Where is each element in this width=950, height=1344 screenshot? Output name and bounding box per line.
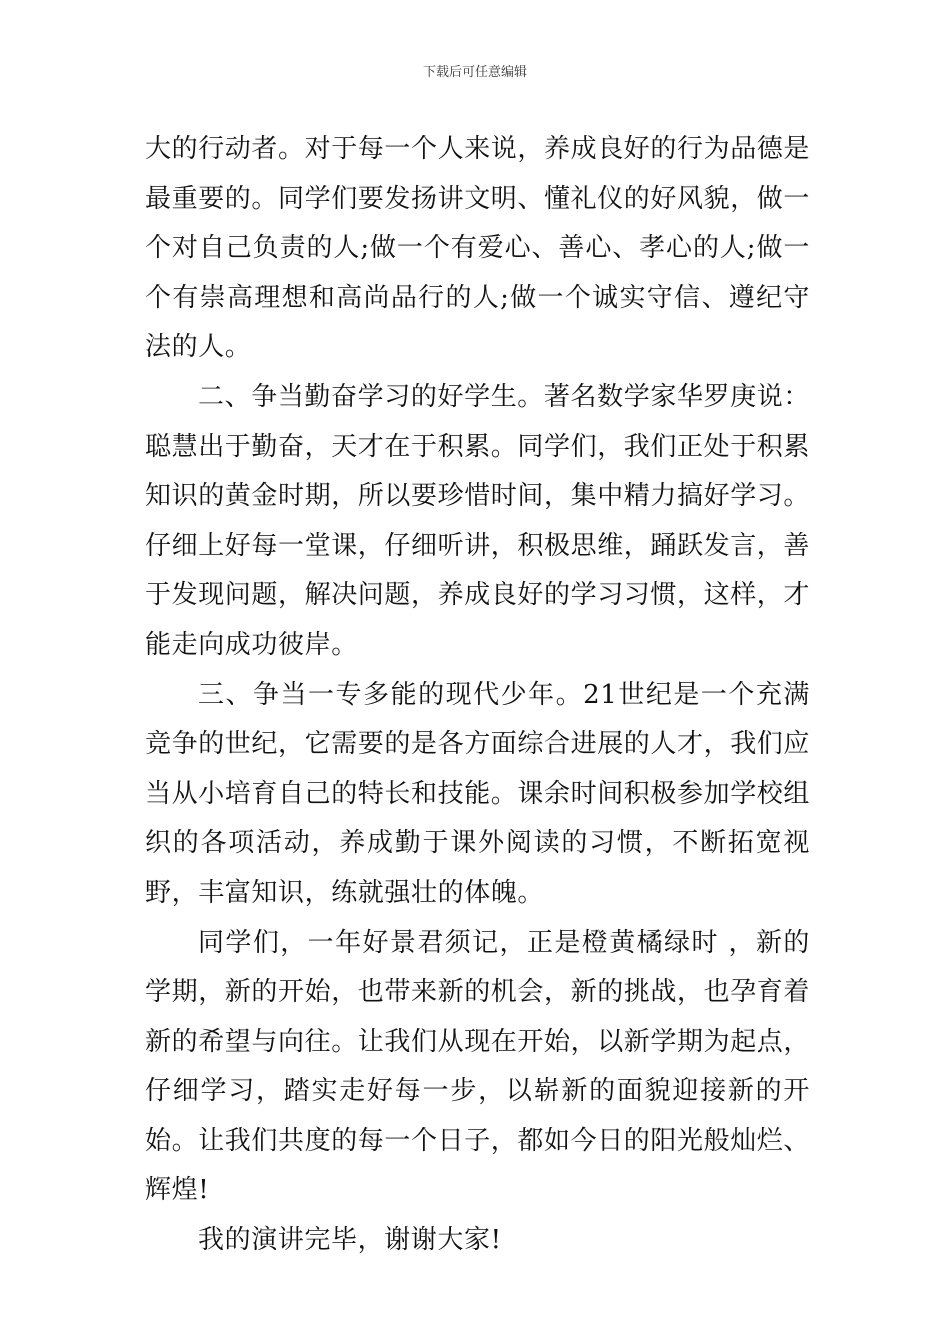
- paragraph-study: 二、争当勤奋学习的好学生。著名数学家华罗庚说：聪慧出于勤奋，天才在于积累。同学们，我们正处于积累知识的黄金时期，所以要珍惜时间，集中精力搞好学习。仔细上好每一堂课，仔细听讲，积极思维，踊跃发言，善于发现问题，解决问题，养成良好的学习习惯，这样，才能走向成功彼岸。: [145, 381, 811, 660]
- document-body: [145, 125, 810, 1266]
- paragraph-talent: 三、争当一专多能的现代少年。21世纪是一个充满竞争的世纪，它需要的是各方面综合进展的人才，我们应当从小培育自己的特长和技能。课余时间积极参加学校组织的各项活动，养成勤于课外阅读的习惯，不断拓宽视野，丰富知识，练就强壮的体魄。: [145, 679, 811, 908]
- paragraph-closing: 我的演讲完毕，谢谢大家!: [198, 1225, 502, 1256]
- paragraph-new-term: 同学们，一年好景君须记，正是橙黄橘绿时 ，新的学期，新的开始，也带来新的机会，新的挑战，也孕育着新的希望与向往。让我们从现在开始，以新学期为起点，仔细学习，踏实走好每一步，以崭新的面貌迎接新的开始。让我们共度的每一个日子，都如今日的阳光般灿烂、辉煌!: [145, 927, 811, 1206]
- page-header-note: 下载后可任意编辑: [422, 65, 527, 80]
- paragraph-behavior: 大的行动者。对于每一个人来说，养成良好的行为品德是最重要的。同学们要发扬讲文明、懂礼仪的好风貌，做一个对自己负责的人;做一个有爱心、善心、孝心的人;做一个有崇高理想和高尚品行的人;做一个诚实守信、遵纪守法的人。: [145, 134, 811, 363]
